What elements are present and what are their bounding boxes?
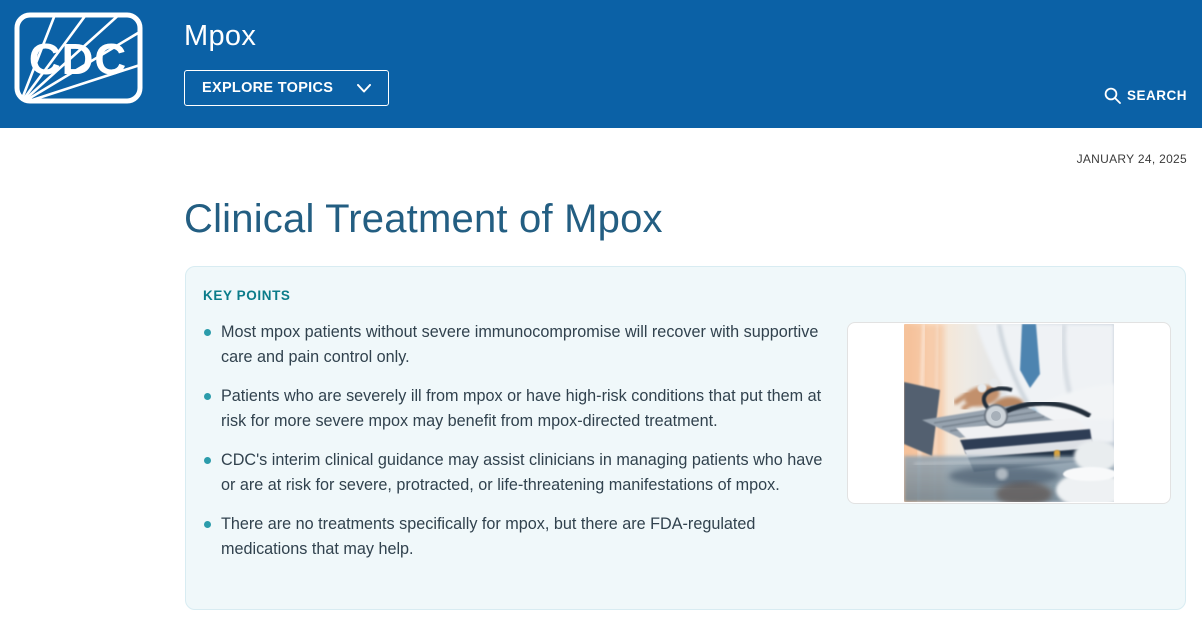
key-points-panel bbox=[185, 266, 1186, 610]
bullet-text: There are no treatments specifically for mpox, but there are FDA-regulated medications that may help. bbox=[221, 515, 756, 558]
bullet-icon bbox=[204, 329, 211, 336]
bullet-text: Patients who are severely ill from mpox or have high-risk conditions that put them at risk for more severe mpox may benefit from mpox-directed treatment. bbox=[221, 387, 822, 430]
key-points-list bbox=[203, 320, 835, 576]
list-item bbox=[203, 384, 835, 434]
page-date: JANUARY 24, 2025 bbox=[1076, 152, 1187, 166]
list-item bbox=[203, 512, 835, 562]
site-title[interactable]: Mpox bbox=[184, 20, 257, 52]
bullet-text: CDC's interim clinical guidance may assist clinicians in managing patients who have or are at risk for severe, protracted, or life-threatening manifestations of mpox. bbox=[221, 451, 823, 494]
bullet-text: Most mpox patients without severe immunocompromise will recover with supportive care and pain control only. bbox=[221, 323, 819, 366]
list-item bbox=[203, 448, 835, 498]
chevron-down-icon bbox=[357, 84, 371, 93]
cdc-logo-text: CDC bbox=[28, 35, 128, 84]
key-points-heading: KEY POINTS bbox=[203, 288, 291, 303]
bullet-icon bbox=[204, 393, 211, 400]
page-title: Clinical Treatment of Mpox bbox=[184, 197, 663, 241]
search-button[interactable] bbox=[1104, 87, 1187, 104]
explore-topics-label: EXPLORE TOPICS bbox=[202, 80, 334, 96]
explore-topics-button[interactable] bbox=[184, 70, 389, 106]
bullet-icon bbox=[204, 521, 211, 528]
site-header bbox=[0, 0, 1202, 128]
clinician-laptop-stethoscope-photo bbox=[904, 324, 1114, 502]
list-item bbox=[203, 320, 835, 370]
search-icon bbox=[1104, 87, 1121, 104]
key-points-image-card bbox=[847, 322, 1171, 504]
search-label: SEARCH bbox=[1126, 88, 1187, 103]
bullet-icon bbox=[204, 457, 211, 464]
cdc-logo-icon bbox=[14, 12, 143, 107]
